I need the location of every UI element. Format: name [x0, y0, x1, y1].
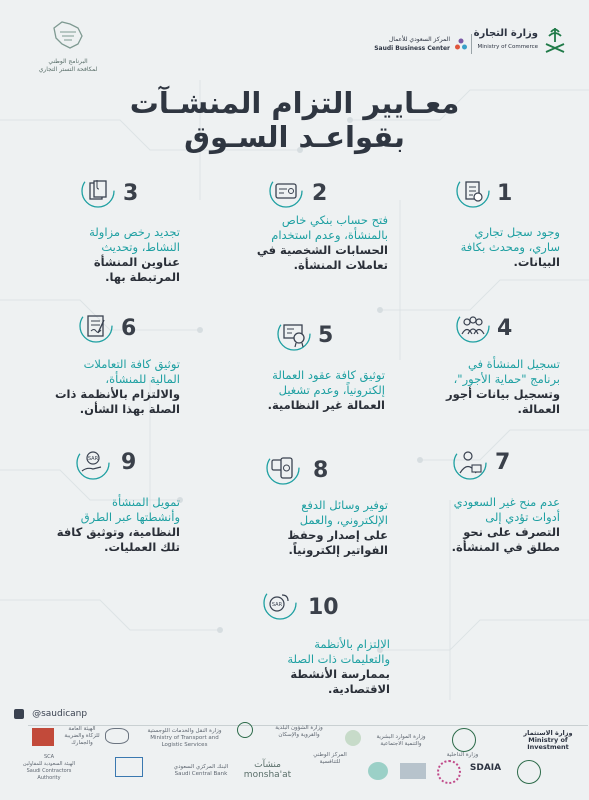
criterion-text-line: مطلق في المنشأة. [451, 540, 560, 554]
sponsor-logo: البنك المركزي السعودي Saudi Central Bank [173, 764, 229, 777]
sponsor-logo [345, 730, 361, 746]
files-clip-icon [80, 173, 116, 209]
criterion-text-line: توثيق كافة عقود العمالة [272, 368, 385, 382]
sponsor-logo [237, 722, 253, 738]
criterion-text-line: المرتبطة بها. [105, 270, 180, 284]
program-logo [28, 18, 108, 80]
criterion-text-line: الحسابات الشخصية في [256, 243, 388, 257]
moc-name-ar: وزارة التجارة [473, 28, 538, 39]
bank-card-icon [268, 173, 304, 209]
sar-coins-icon [262, 585, 298, 621]
sponsor-logo [32, 728, 54, 746]
criterion-text-line: والالتزام بالأنظمة ذات [54, 387, 180, 401]
sbc-emblem-icon [454, 37, 468, 51]
criterion-text-line: الإلكتروني، والعمل [299, 513, 388, 527]
criterion-number: 8 [313, 458, 329, 483]
saudi-map-icon [48, 18, 88, 52]
criterion-text-line: النظامية، وتوثيق كافة [56, 525, 180, 539]
criterion-number: 9 [121, 450, 137, 475]
criterion-text-line: تلك العمليات. [104, 540, 180, 554]
sponsor-logo [105, 728, 129, 744]
signed-document-icon [78, 308, 114, 344]
criterion-text-line: توفير وسائل الدفع [301, 498, 388, 512]
program-logo-text: البرنامج الوطني لمكافحة التستر التجاري [38, 58, 98, 73]
sponsor-logo [115, 757, 143, 777]
sponsor-logo [452, 728, 476, 752]
criterion-text-line: التصرف على نحو [463, 525, 560, 539]
sponsor-logo: وزارة النقل والخدمات اللوجستية Ministry of Transport and Logistic Services [147, 728, 222, 748]
criterion-text-line: تمويل المنشأة [112, 495, 180, 509]
social-handle[interactable] [14, 703, 87, 717]
criterion-text-line: تعاملات المنشأة. [293, 258, 388, 272]
criterion-text-line: والتعليمات ذات الصلة [287, 652, 390, 666]
sponsor-logo [517, 760, 541, 784]
sponsor-logo: وزارة الموارد البشرية والتنمية الاجتماعية [376, 734, 426, 747]
sbc-name-ar: المركز السعودي للأعمال [388, 36, 450, 43]
page-title-line2: بقواعـد السـوق [184, 120, 405, 154]
criterion-text-line: العمالة. [517, 402, 560, 416]
social-handle-text: @saudicanp [32, 708, 88, 719]
contracts-badge-icon [276, 316, 312, 352]
criterion-text-line: وجود سجل تجاري [474, 225, 560, 239]
criterion-text-line: ساري، ومحدث بكافة [460, 240, 560, 254]
criterion-text-line: على إصدار وحفظ [287, 528, 388, 542]
criterion-text-line: وتسجيل بيانات أجور [445, 387, 560, 401]
sponsor-logo [400, 763, 426, 779]
criterion-text-line: عدم منح غير السعودي [453, 495, 560, 509]
sar-hand-icon [75, 445, 111, 481]
saudi-emblem-icon [542, 26, 568, 54]
sponsor-logo: الهيئة العامة للزكاة والضريبة والجمارك [64, 726, 100, 746]
businessman-icon [452, 445, 488, 481]
sponsor-logo: SDAIA [469, 763, 502, 773]
sponsor-logo: المركز الوطني للتنافسية [313, 752, 347, 765]
criterion-number: 6 [121, 316, 137, 341]
criterion-text-line: تسجيل المنشأة في [467, 357, 560, 371]
criterion-number: 2 [312, 181, 328, 206]
criterion-text-line: أدوات تؤدي إلى [485, 510, 560, 524]
criterion-text-line: الصلة بهذا الشأن. [79, 402, 180, 416]
header-divider [471, 34, 472, 54]
sponsor-logo: منشآت monsha'at [243, 760, 292, 780]
saudi-business-center-logo [374, 34, 468, 54]
criterion-text-line: النشاط، وتحديث [101, 240, 180, 254]
criterion-text-line: العمالة غير النظامية. [267, 398, 385, 412]
criterion-number: 5 [318, 323, 334, 348]
criterion-text-line: بالمنشأة، وعدم استخدام [271, 228, 388, 242]
criterion-text-line: فتح حساب بنكي خاص [281, 213, 388, 227]
twitter-icon [14, 709, 24, 719]
sponsor-logo [368, 762, 388, 780]
criterion-text-line: البيانات. [513, 255, 560, 269]
criterion-text-line: وأنشطتها عبر الطرق [80, 510, 180, 524]
ministry-of-commerce-logo [473, 26, 568, 56]
sponsor-logo: وزارة الاستثمار Ministry of Investment [523, 729, 573, 751]
criterion-number: 3 [123, 181, 139, 206]
criterion-text-line: الالتزام بالأنظمة [314, 637, 390, 651]
svg-text:SAR: SAR [87, 456, 99, 462]
criterion-number: 4 [497, 316, 513, 341]
criterion-text-line: توثيق كافة التعاملات [83, 357, 180, 371]
sponsor-logo: SCA الهيئة السعودية للمقاولين Saudi Contractors Authority [22, 754, 76, 781]
mobile-payment-icon [265, 450, 301, 486]
criterion-number: 7 [495, 450, 511, 475]
sponsor-logo: وزارة الداخلية [446, 752, 479, 758]
criterion-text-line: إلكترونياً، وعدم تشغيل [278, 383, 385, 397]
document-check-icon [455, 173, 491, 209]
criterion-text-line: تجديد رخص مزاولة [89, 225, 180, 239]
criterion-text-line: المالية للمنشأة، [105, 372, 180, 386]
criterion-number: 1 [497, 181, 513, 206]
criterion-text-line: عناوين المنشأة [93, 255, 180, 269]
criterion-text-line: بممارسة الأنشطة [290, 667, 390, 681]
sbc-name-en: Saudi Business Center [374, 45, 450, 52]
criterion-text-line: برنامج "حماية الأجور"، [453, 372, 560, 386]
workers-group-icon [455, 308, 491, 344]
criterion-text-line: الفواتير إلكترونياً. [288, 543, 388, 557]
sponsor-logo [437, 760, 461, 784]
page-title-line1: معـايير التزام المنشـآت [129, 86, 460, 120]
criterion-number: 10 [308, 595, 339, 620]
sponsor-logo: وزارة الشؤون البلدية والقروية والإسكان [275, 725, 323, 738]
moc-name-en: Ministry of Commerce [477, 44, 538, 50]
criterion-text-line: الاقتصادية. [328, 682, 390, 696]
svg-text:SAR: SAR [271, 602, 283, 608]
